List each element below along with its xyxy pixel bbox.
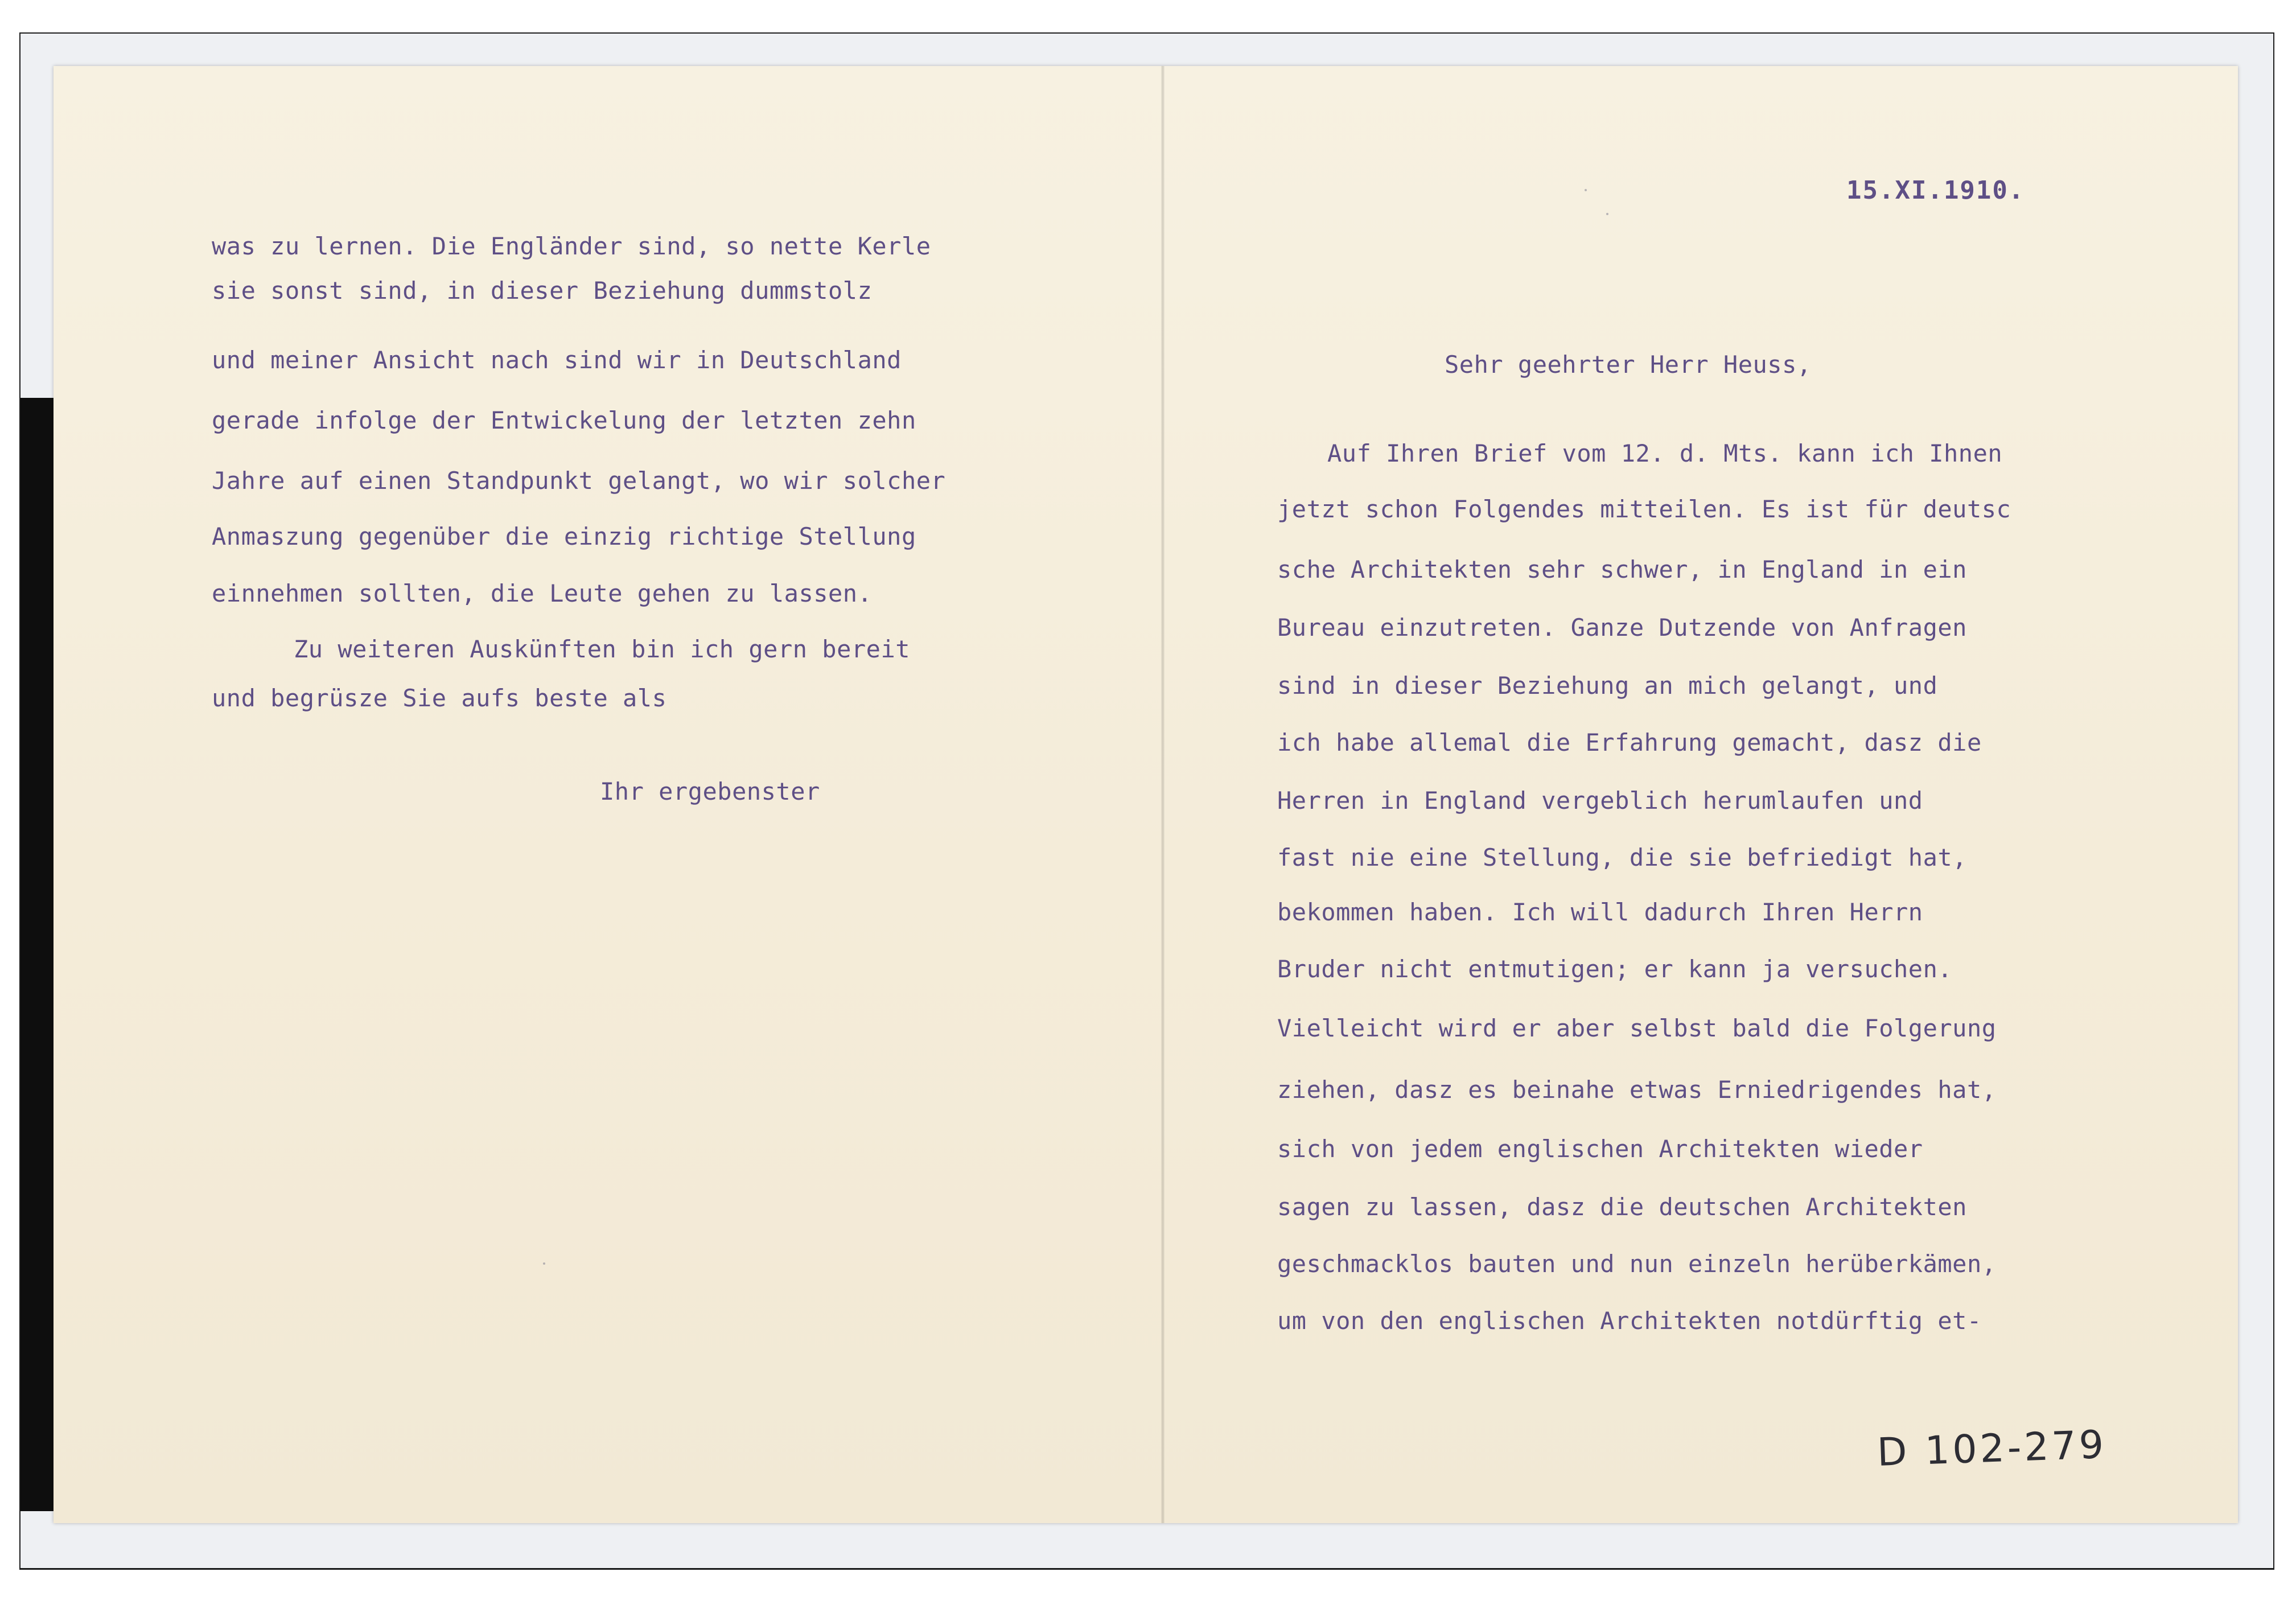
right-line-8: fast nie eine Stellung, die sie befriedigt hat, <box>1277 844 1967 871</box>
archive-reference: D 102-279 <box>1876 1422 2108 1476</box>
right-line-2: jetzt schon Folgendes mitteilen. Es ist für deutsc <box>1277 495 2011 523</box>
left-line-1: was zu lernen. Die Engländer sind, so nette Kerle <box>212 232 931 260</box>
right-line-16: um von den englischen Architekten notdürftig et- <box>1277 1307 1982 1335</box>
right-line-11: Vielleicht wird er aber selbst bald die Folgerung <box>1277 1014 1997 1042</box>
paper-speck <box>1606 213 1608 215</box>
right-line-12: ziehen, dasz es beinahe etwas Erniedrigendes hat, <box>1277 1076 1997 1104</box>
mount-strip-top <box>20 34 2273 68</box>
left-line-4: gerade infolge der Entwickelung der letzten zehn <box>212 406 916 434</box>
right-line-13: sich von jedem englischen Architekten wieder <box>1277 1135 1923 1163</box>
left-line-6: Anmaszung gegenüber die einzig richtige Stellung <box>212 522 916 550</box>
salutation: Sehr geehrter Herr Heuss, <box>1445 351 1812 378</box>
mount-strip-left <box>20 34 56 398</box>
closing-formula: Ihr ergebenster <box>600 777 820 805</box>
paper-speck <box>1585 189 1587 191</box>
right-line-9: bekommen haben. Ich will dadurch Ihren Herrn <box>1277 898 1923 926</box>
right-line-4: Bureau einzutreten. Ganze Dutzende von Anfragen <box>1277 614 1967 641</box>
right-line-5: sind in dieser Beziehung an mich gelangt, und <box>1277 672 1938 700</box>
left-line-2: sie sonst sind, in dieser Beziehung dummstolz <box>212 277 873 305</box>
right-line-15: geschmacklos bauten und nun einzeln herüberkämen, <box>1277 1250 1997 1278</box>
right-line-7: Herren in England vergeblich herumlaufen und <box>1277 787 1923 814</box>
left-line-5: Jahre auf einen Standpunkt gelangt, wo wir solcher <box>212 467 946 495</box>
left-line-8: Zu weiteren Auskünften bin ich gern bereit <box>294 635 911 663</box>
right-line-6: ich habe allemal die Erfahrung gemacht, dasz die <box>1277 729 1982 756</box>
right-line-10: Bruder nicht entmutigen; er kann ja versuchen. <box>1277 955 1953 983</box>
left-line-3: und meiner Ansicht nach sind wir in Deutschland <box>212 346 902 374</box>
letter-date: 15.XI.1910. <box>1846 176 2025 205</box>
right-line-14: sagen zu lassen, dasz die deutschen Architekten <box>1277 1193 1967 1221</box>
paper-speck <box>543 1262 545 1265</box>
left-line-7: einnehmen sollten, die Leute gehen zu lassen. <box>212 579 873 607</box>
left-line-9: und begrüsze Sie aufs beste als <box>212 684 667 712</box>
right-line-3: sche Architekten sehr schwer, in England in ein <box>1277 556 1967 583</box>
right-line-1: Auf Ihren Brief vom 12. d. Mts. kann ich Ihnen <box>1327 439 2003 467</box>
mount-strip-right <box>2236 34 2273 1568</box>
center-fold <box>1161 66 1165 1523</box>
